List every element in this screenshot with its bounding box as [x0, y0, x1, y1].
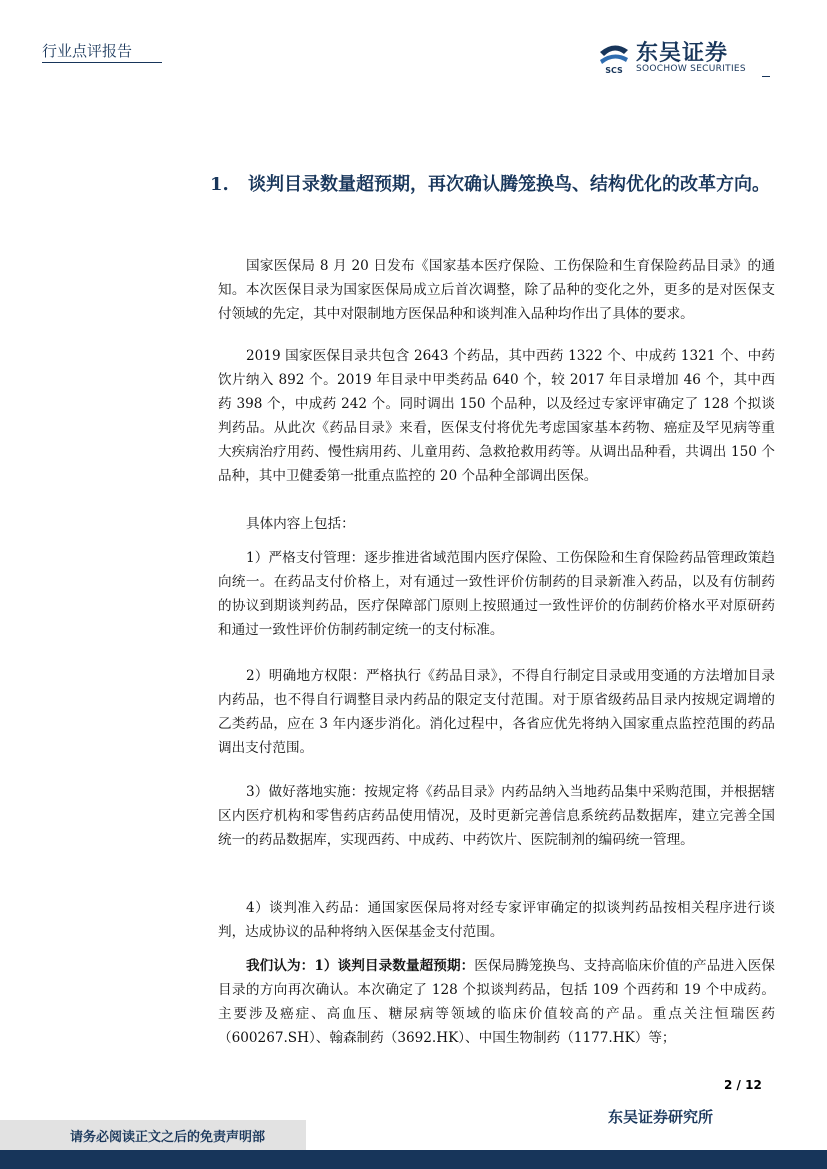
section-heading — [210, 164, 780, 206]
page-number: 2 / 12 — [724, 1078, 762, 1092]
header-dash — [762, 76, 770, 77]
section-number: 1. — [210, 174, 229, 195]
section-title-text: 谈判目录数量超预期，再次确认腾笼换鸟、结构优化的改革方向。 — [248, 174, 770, 195]
footer-disclaimer-bar — [0, 1120, 306, 1150]
header-underline — [42, 62, 162, 63]
paragraph-7: 4）谈判准入药品：通国家医保局将对经专家评审确定的拟谈判药品按相关程序进行谈判，达成协议的品种将纳入医保基金支付范围。 — [218, 900, 775, 940]
paragraph-5: 2）明确地方权限：严格执行《药品目录》，不得自行制定目录或用变通的方法增加目录内药品，也不得自行调整目录内药品的限定支付范围。对于原省级药品目录内按规定调增的乙类药品，应在 3 年内逐步消化。消化过程中，各省应优先将纳入国家重点监控范围的药品调出支付范围。 — [218, 668, 775, 756]
logo-english-name: SOOCHOW SECURITIES — [636, 64, 746, 74]
conclusion-paragraph — [218, 954, 775, 1050]
footer-organization: 东吴证券研究所 — [608, 1108, 714, 1126]
conclusion-lead: 我们认为：1）谈判目录数量超预期： — [246, 958, 475, 974]
paragraph-1: 国家医保局 8 月 20 日发布《国家基本医疗保险、工伤保险和生育保险药品目录》的通知。本次医保目录为国家医保局成立后首次调整，除了品种的变化之外，更多的是对医保支付领域的先定，其中对限制地方医保品种和谈判准入品种均作出了具体的要求。 — [218, 258, 775, 322]
paragraph-3: 具体内容上包括： — [246, 516, 355, 532]
footer-band — [0, 1150, 827, 1169]
conclusion-body: 医保局腾笼换鸟、支持高临床价值的产品进入医保目录的方向再次确认。本次确定了 128 个拟谈判药品，包括 109 个西药和 19 个中成药。主要涉及癌症、高血压、糖尿病等领域的临床价值较高的产品。重点关注恒瑞医药（600267.SH）、翰森制药（3692.HK）、中国生物制药（1177.HK）等； — [218, 958, 775, 1046]
footer-disclaimer: 请务必阅读正文之后的免责声明部 — [70, 1130, 266, 1145]
paragraph-2: 2019 国家医保目录共包含 2643 个药品，其中西药 1322 个、中成药 1321 个、中药饮片纳入 892 个。2019 年目录中甲类药品 640 个，较 2017 年目录增加 46 个，其中西药 398 个，中成药 242 个。同时调出 150 个品种，以及经过专家评审确定了 128 个拟谈判药品。从此次《药品目录》来看，医保支付将优先考虑国家基本药物、癌症及罕见病等重大疾病治疗用药、慢性病用药、儿童用药、急救抢救用药等。从调出品种看，共调出 150 个品种，其中卫健委第一批重点监控的 20 个品种全部调出医保。 — [218, 348, 775, 484]
logo-mark-icon — [596, 38, 632, 74]
company-logo — [596, 36, 772, 76]
logo-mark-text: SCS — [605, 66, 623, 74]
logo-chinese-name: 东吴证券 — [636, 41, 729, 66]
paragraph-4: 1）严格支付管理：逐步推进省域范围内医疗保险、工伤保险和生育保险药品管理政策趋向统一。在药品支付价格上，对有通过一致性评价仿制药的目录新准入药品，以及有仿制药的协议到期谈判药品，医疗保障部门原则上按照通过一致性评价的仿制药价格水平对原研药和通过一致性评价仿制药制定统一的支付标准。 — [218, 550, 775, 638]
paragraph-6: 3）做好落地实施：按规定将《药品目录》内药品纳入当地药品集中采购范围，并根据辖区内医疗机构和零售药店药品使用情况，及时更新完善信息系统药品数据库，建立完善全国统一的药品数据库，实现西药、中成药、中药饮片、医院制剂的编码统一管理。 — [218, 784, 775, 848]
report-type-label: 行业点评报告 — [42, 42, 133, 60]
